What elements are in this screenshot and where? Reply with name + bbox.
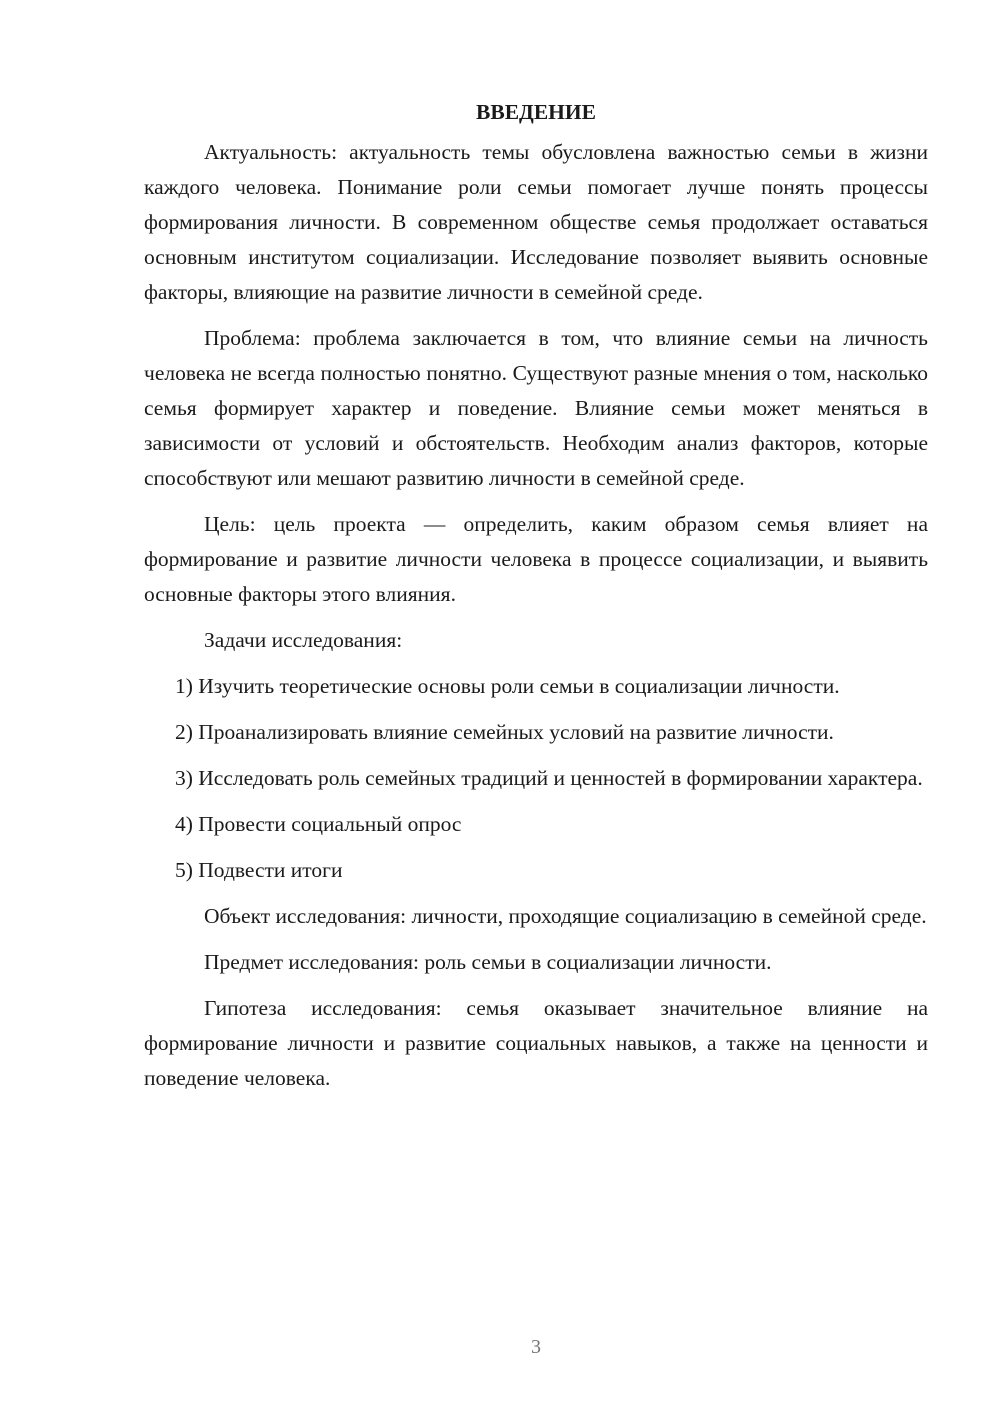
task-item-1: 1) Изучить теоретические основы роли семьи в социализации личности. <box>175 674 840 698</box>
tasks-heading: Задачи исследования: <box>204 628 403 652</box>
problem-paragraph: Проблема: проблема заключается в том, что влияние семьи на личность человека не всегда полностью понятно. Существуют разные мнения о том, насколько семья формирует характер и поведение. Влияние семьи может меняться в зависимости от условий и обстоятельств. Необходим анализ факторов, которые способствуют или мешают развитию личности в семейной среде. <box>144 326 928 490</box>
goal-paragraph: Цель: цель проекта — определить, каким образом семья влияет на формирование и развитие личности человека в процессе социализации, и выявить основные факторы этого влияния. <box>144 512 928 606</box>
page-content <box>144 95 928 1107</box>
subject-paragraph: Предмет исследования: роль семьи в социализации личности. <box>204 950 772 974</box>
page-title: ВВЕДЕНИЕ <box>476 100 596 124</box>
task-item-2: 2) Проанализировать влияние семейных условий на развитие личности. <box>175 720 834 744</box>
tasks-list <box>144 669 928 888</box>
relevance-paragraph: Актуальность: актуальность темы обусловлена важностью семьи в жизни каждого человека. Понимание роли семьи помогает лучше понять процессы формирования личности. В современном обществе семья продолжает оставаться основным институтом социализации. Исследование позволяет выявить основные факторы, влияющие на развитие личности в семейной среде. <box>144 140 928 304</box>
task-item-4: 4) Провести социальный опрос <box>175 812 462 836</box>
page-number: 3 <box>531 1336 541 1358</box>
task-item-5: 5) Подвести итоги <box>175 858 343 882</box>
object-paragraph: Объект исследования: личности, проходящие социализацию в семейной среде. <box>204 904 927 928</box>
task-item-3: 3) Исследовать роль семейных традиций и ценностей в формировании характера. <box>175 766 923 790</box>
hypothesis-paragraph: Гипотеза исследования: семья оказывает значительное влияние на формирование личности и развитие социальных навыков, а также на ценности и поведение человека. <box>144 996 928 1090</box>
